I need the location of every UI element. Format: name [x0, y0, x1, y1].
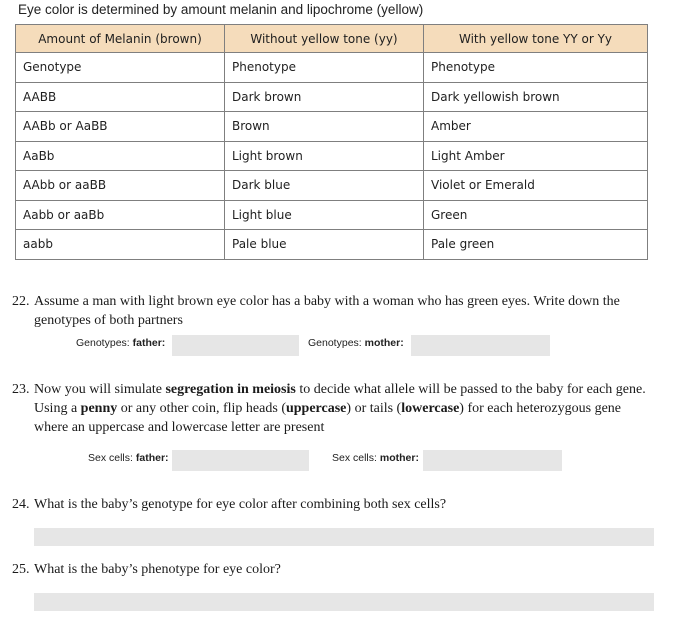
table-header-row — [16, 25, 648, 53]
question-22 — [12, 292, 657, 332]
table-cell: Genotype — [16, 53, 225, 83]
table-row — [16, 53, 648, 83]
baby-phenotype-input[interactable] — [34, 593, 654, 611]
question-text: What is the baby’s genotype for eye color after combining both sex cells? — [34, 497, 447, 512]
table-cell: AABb or AaBB — [16, 112, 225, 142]
father-sex-cells-input[interactable] — [172, 450, 309, 471]
question-number: 25. — [12, 562, 30, 577]
question-number: 23. — [12, 382, 30, 397]
column-header: Without yellow tone (yy) — [225, 25, 424, 53]
table-cell: AABB — [16, 82, 225, 112]
table-cell: Amber — [424, 112, 648, 142]
table-cell: Brown — [225, 112, 424, 142]
table-row — [16, 230, 648, 260]
eye-color-table — [15, 24, 648, 260]
father-genotype-label: Genotypes: father: — [76, 337, 166, 349]
table-row — [16, 141, 648, 171]
question-text: What is the baby’s phenotype for eye color? — [34, 562, 281, 577]
table-cell: Pale blue — [225, 230, 424, 260]
table-cell: Violet or Emerald — [424, 171, 648, 201]
column-header: With yellow tone YY or Yy — [424, 25, 648, 53]
question-23 — [12, 380, 657, 440]
table-caption: Eye color is determined by amount melanin and lipochrome (yellow) — [18, 2, 424, 17]
table-row — [16, 200, 648, 230]
table-cell: aabb — [16, 230, 225, 260]
question-text: Assume a man with light brown eye color has a baby with a woman who has green eyes. Write down the genotypes of both partners — [34, 294, 620, 328]
table-row — [16, 171, 648, 201]
mother-sex-cells-input[interactable] — [423, 450, 562, 471]
mother-genotype-label: Genotypes: mother: — [308, 337, 404, 349]
table-cell: Green — [424, 200, 648, 230]
table-cell: Light brown — [225, 141, 424, 171]
table-row — [16, 112, 648, 142]
question-number: 22. — [12, 294, 30, 309]
table-cell: Dark blue — [225, 171, 424, 201]
column-header: Amount of Melanin (brown) — [16, 25, 225, 53]
table-cell: Light blue — [225, 200, 424, 230]
table-row — [16, 82, 648, 112]
question-text: Now you will simulate segregation in meiosis to decide what allele will be passed to the baby for each gene. Using a penny or any other coin, flip heads (uppercase) or tails (lowercase) for each heterozygous gene where an uppercase and lowercase letter are present — [34, 382, 646, 435]
father-sex-cells-label: Sex cells: father: — [88, 452, 169, 464]
mother-sex-cells-label: Sex cells: mother: — [332, 452, 419, 464]
table-cell: Dark brown — [225, 82, 424, 112]
baby-genotype-input[interactable] — [34, 528, 654, 546]
table-cell: Phenotype — [424, 53, 648, 83]
table-cell: Dark yellowish brown — [424, 82, 648, 112]
question-number: 24. — [12, 497, 30, 512]
table-cell: AaBb — [16, 141, 225, 171]
table-cell: Phenotype — [225, 53, 424, 83]
table-cell: Light Amber — [424, 141, 648, 171]
father-genotype-input[interactable] — [172, 335, 299, 356]
table-cell: Pale green — [424, 230, 648, 260]
question-25 — [12, 560, 657, 580]
table-cell: Aabb or aaBb — [16, 200, 225, 230]
question-24 — [12, 495, 657, 515]
table-cell: AAbb or aaBB — [16, 171, 225, 201]
mother-genotype-input[interactable] — [411, 335, 550, 356]
